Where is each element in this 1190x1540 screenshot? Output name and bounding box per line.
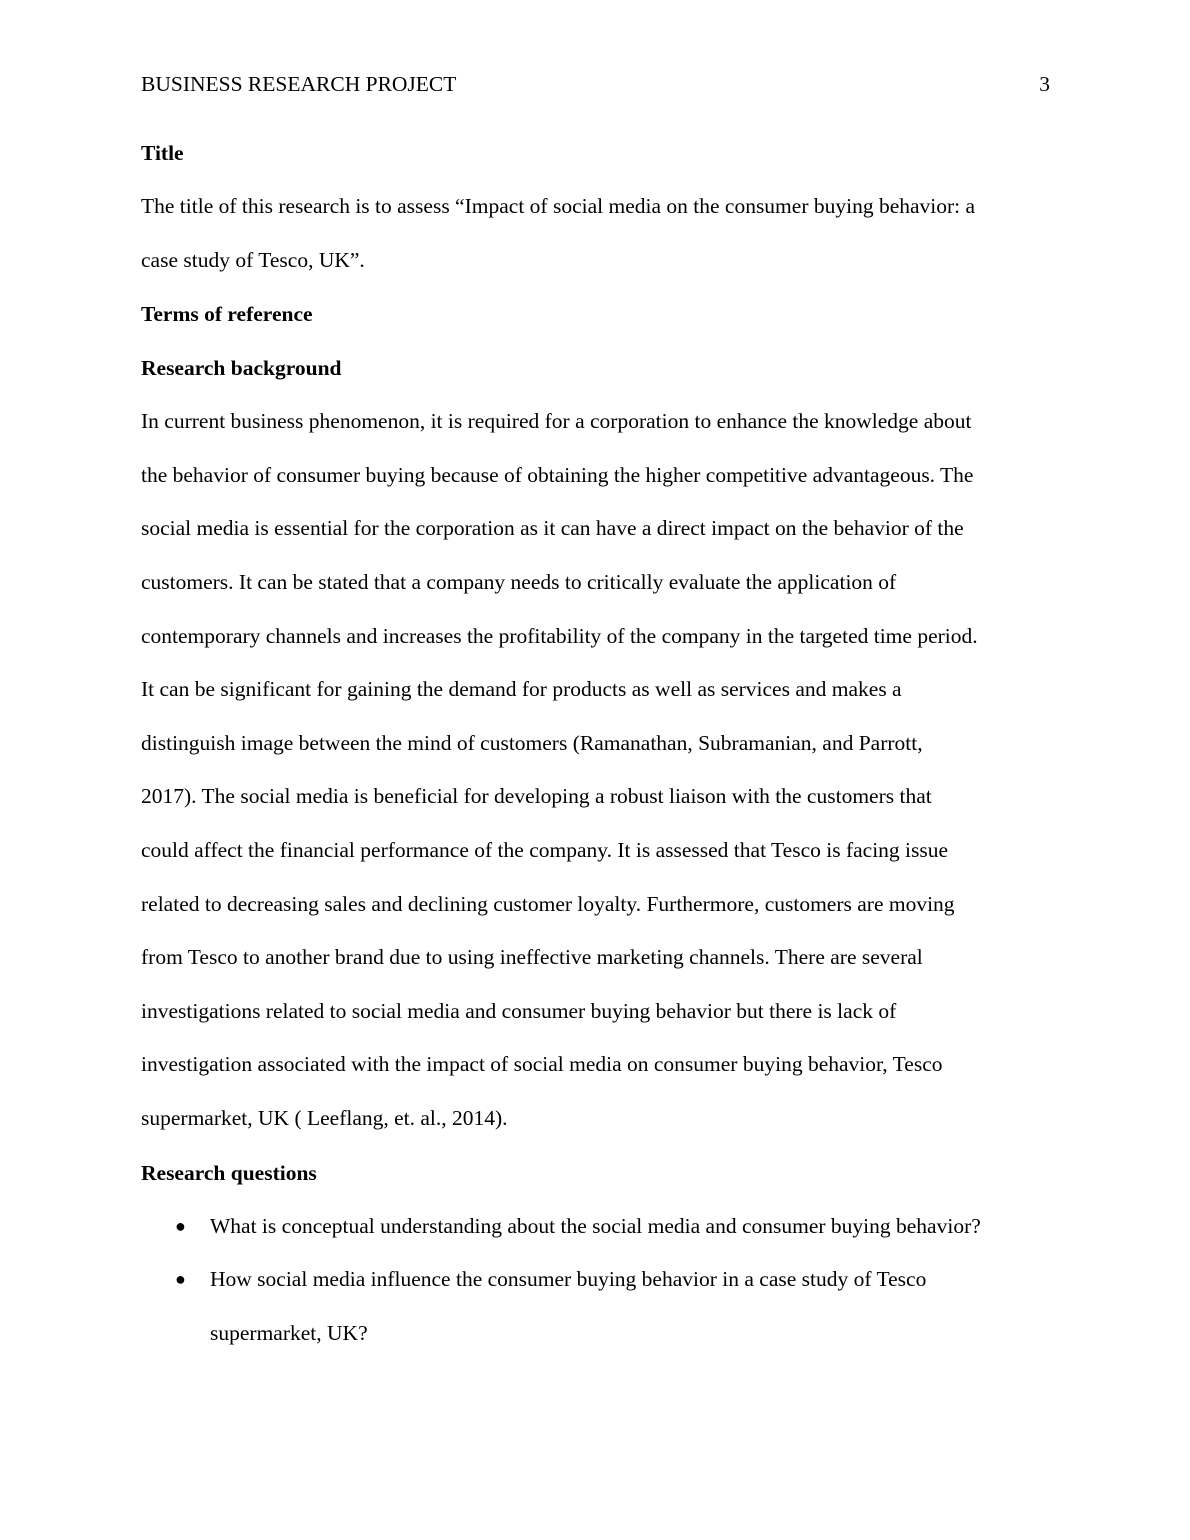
page-number: 3 bbox=[1039, 72, 1050, 96]
title-heading: Title bbox=[141, 141, 184, 165]
text-line: It can be significant for gaining the demand for products as well as services and makes a bbox=[141, 677, 902, 702]
research-background-paragraph bbox=[141, 395, 1053, 1145]
text-line: social media is essential for the corporation as it can have a direct impact on the behavior of the bbox=[141, 516, 964, 541]
text-line: from Tesco to another brand due to using ineffective marketing channels. There are several bbox=[141, 945, 923, 970]
text-line: What is conceptual understanding about the social media and consumer buying behavior? bbox=[210, 1213, 981, 1238]
text-line: supermarket, UK? bbox=[210, 1320, 368, 1345]
text-line: the behavior of consumer buying because of obtaining the higher competitive advantageous. The bbox=[141, 462, 974, 487]
text-line: investigations related to social media and consumer buying behavior but there is lack of bbox=[141, 998, 897, 1023]
text-line: 2017). The social media is beneficial for developing a robust liaison with the customers that bbox=[141, 784, 932, 809]
title-paragraph bbox=[141, 180, 1053, 287]
text-line: customers. It can be stated that a company needs to critically evaluate the application of bbox=[141, 569, 897, 594]
text-line: related to decreasing sales and declining customer loyalty. Furthermore, customers are moving bbox=[141, 891, 955, 916]
bullet-icon: ● bbox=[175, 1269, 186, 1290]
text-line: The title of this research is to assess “Impact of social media on the consumer buying behavior: a bbox=[141, 194, 976, 218]
research-questions-heading: Research questions bbox=[141, 1160, 317, 1185]
text-line: investigation associated with the impact of social media on consumer buying behavior, Tesco bbox=[141, 1052, 943, 1077]
running-head: BUSINESS RESEARCH PROJECT bbox=[141, 72, 457, 96]
text-line: case study of Tesco, UK”. bbox=[141, 247, 365, 272]
list-item bbox=[141, 1200, 1053, 1254]
text-line: In current business phenomenon, it is required for a corporation to enhance the knowledge about bbox=[141, 409, 972, 434]
text-line: supermarket, UK ( Leeflang, et. al., 2014). bbox=[141, 1105, 508, 1130]
text-line: How social media influence the consumer buying behavior in a case study of Tesco bbox=[210, 1267, 927, 1292]
list-item bbox=[141, 1253, 1053, 1360]
research-questions-list bbox=[141, 1200, 1053, 1361]
terms-of-reference-heading: Terms of reference bbox=[141, 302, 313, 327]
text-line: could affect the financial performance of the company. It is assessed that Tesco is facing issue bbox=[141, 837, 949, 862]
text-line: contemporary channels and increases the profitability of the company in the targeted time period. bbox=[141, 623, 978, 648]
document-body bbox=[141, 126, 1053, 1360]
research-background-heading: Research background bbox=[141, 356, 342, 381]
page-header bbox=[141, 70, 1050, 98]
bullet-icon: ● bbox=[175, 1215, 186, 1236]
text-line: distinguish image between the mind of customers (Ramanathan, Subramanian, and Parrott, bbox=[141, 730, 923, 755]
